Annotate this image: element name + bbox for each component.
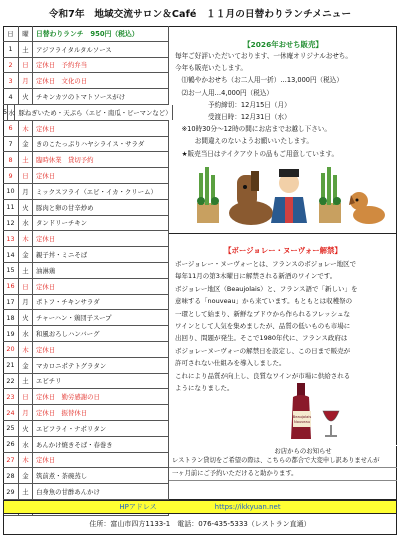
calendar-weekday: 日 (19, 168, 33, 183)
calendar-weekday: 水 (19, 326, 33, 341)
calendar-row (3, 374, 169, 390)
calendar-menu-item: 定休日 振替休日 (33, 405, 169, 420)
calendar-row (3, 421, 169, 437)
calendar-menu-item: チャーハン・鶏団子スープ (33, 310, 169, 325)
calendar-day: 15 (3, 263, 19, 278)
lunch-calendar (3, 26, 172, 516)
kadomatsu-right-icon (319, 167, 341, 223)
calendar-menu-item: 定休日 (33, 453, 169, 468)
store-notice (169, 445, 397, 481)
calendar-menu-item: 定休日 (33, 231, 169, 246)
calendar-row (3, 310, 169, 326)
calendar-day: 25 (3, 421, 19, 436)
calendar-menu-item: マカロニポテトグラタン (33, 358, 169, 373)
calendar-day: 13 (3, 231, 19, 246)
calendar-row (3, 295, 169, 311)
wine-bottle-icon (291, 383, 311, 439)
calendar-day: 27 (3, 453, 19, 468)
calendar-row (3, 184, 169, 200)
calendar-day: 4 (3, 89, 19, 104)
calendar-day: 1 (3, 42, 19, 57)
wine-line: ボジョレー地区（Beaujolais）と、フランス語で「新しい」を (175, 284, 358, 293)
calendar-day: 20 (3, 342, 19, 357)
calendar-row (3, 326, 169, 342)
wine-line: 許可されない仕組みを導入しました。 (175, 359, 286, 368)
calendar-row (3, 105, 172, 121)
wine-glass-icon (323, 411, 339, 437)
wine-line: 一環として始まり、新鮮なブドウから作られるフレッシュな (175, 309, 351, 318)
calendar-rows (3, 42, 172, 516)
wine-label-top: Beaujolais (292, 415, 312, 419)
page-title: 令和7年 地域交流サロン＆Café １１月の日替わりランチメニュー (48, 9, 352, 20)
calendar-weekday: 火 (19, 89, 33, 104)
calendar-day: 21 (3, 358, 19, 373)
calendar-weekday: 水 (8, 105, 15, 120)
osechi-line: ★販売当日はテイクアウトの品もご用意しています。 (175, 149, 339, 158)
calendar-menu-item: 親子丼・ミニそば (33, 247, 169, 262)
wine-line: ようになりました。 (175, 384, 234, 393)
wine-line: 出回り、問題が発生。そこで1980年代に、フランス政府は (175, 334, 348, 343)
calendar-weekday: 火 (19, 421, 33, 436)
wine-line: ワインとして人気を集めましたが、品質の低いものも市場に (175, 322, 351, 331)
osechi-line: ※10時30分～12時の間にお店までお越し下さい。 (175, 125, 331, 134)
calendar-row (3, 342, 169, 358)
calendar-row (3, 137, 169, 153)
calendar-day: 26 (3, 437, 19, 452)
osechi-line: 毎年ご好評いただいております、一休庵オリジナルおせち。 (175, 52, 352, 60)
osechi-section (169, 26, 397, 234)
calendar-header-label: 日替わりランチ 950円（税込） (33, 26, 169, 41)
calendar-row (3, 358, 169, 374)
calendar-menu-item: 定休日 (33, 279, 169, 294)
calendar-row (3, 279, 169, 295)
calendar-day: 19 (3, 326, 19, 341)
calendar-row (3, 437, 169, 453)
wine-section (169, 233, 397, 500)
calendar-menu-item: 油淋鶏 (33, 263, 169, 278)
calendar-weekday: 土 (19, 374, 33, 389)
calendar-menu-item: 白身魚の甘酢あんかけ (33, 484, 169, 499)
calendar-weekday: 金 (19, 358, 33, 373)
calendar-day: 12 (3, 216, 19, 231)
calendar-row (3, 263, 169, 279)
notice-title: お店からのお知らせ (274, 447, 332, 455)
homepage-bar (3, 500, 397, 514)
osechi-line: 受渡日時：12月31日（水） (175, 113, 291, 122)
calendar-menu-item: きのこたっぷりハヤシライス・サラダ (33, 137, 169, 152)
calendar-menu-item: 豚肉と卵の甘辛炒め (33, 200, 169, 215)
calendar-menu-item: 定休日 勤労感謝の日 (33, 389, 169, 404)
notice-line: レストラン貸切をご希望の際は、こちらの都合で大変申し訳ありませんが (169, 455, 397, 468)
calendar-row (3, 453, 169, 469)
calendar-day: 16 (3, 279, 19, 294)
calendar-weekday: 木 (19, 453, 33, 468)
calendar-day: 9 (3, 168, 19, 183)
calendar-weekday: 金 (19, 468, 33, 483)
calendar-menu-item: ミックスフライ（エビ・イカ・クリーム） (33, 184, 169, 199)
calendar-menu-item: 筑前煮・茶碗蒸し (33, 468, 169, 483)
calendar-day: 11 (3, 200, 19, 215)
calendar-menu-item: アジフライタルタルソース (33, 42, 169, 57)
calendar-row (3, 42, 169, 58)
calendar-menu-item: 豚ねぎいため・天ぷら（エビ・南瓜・ピーマンなど） (15, 105, 172, 120)
calendar-weekday: 水 (19, 216, 33, 231)
calendar-day-header: 日 (3, 26, 19, 41)
wine-heading: 【ボージョレー・ヌーヴォー解禁】 (224, 246, 342, 255)
wine-line: ボージョレー・ヌーヴォーとは、フランスのボジョレー地区で (175, 260, 357, 268)
calendar-weekday: 木 (19, 121, 33, 136)
osechi-body (169, 50, 397, 160)
calendar-row (3, 216, 169, 232)
calendar-weekday: 土 (19, 42, 33, 57)
calendar-weekday: 土 (19, 263, 33, 278)
calendar-day: 17 (3, 295, 19, 310)
calendar-day: 2 (3, 58, 19, 73)
calendar-weekday: 日 (19, 279, 33, 294)
calendar-day: 3 (3, 73, 19, 88)
wine-label-bottom: Nouveau (294, 420, 310, 424)
calendar-row (3, 247, 169, 263)
osechi-line: お間違えのないようお願いいたします。 (175, 137, 313, 146)
calendar-row (3, 152, 169, 168)
calendar-menu-item: 定休日 文化の日 (33, 73, 169, 88)
osechi-line: 今年も販売いたします。 (175, 64, 248, 73)
calendar-menu-item: 定休日 (33, 168, 169, 183)
boy-icon (271, 169, 307, 223)
calendar-day: 7 (3, 137, 19, 152)
calendar-day: 24 (3, 405, 19, 420)
calendar-menu-item: ポトフ・チキンサラダ (33, 295, 169, 310)
calendar-weekday: 月 (19, 184, 33, 199)
calendar-day: 28 (3, 468, 19, 483)
wine-line: ボジョレーヌーヴォーの解禁日を設定し、この日まで販売が (175, 346, 351, 355)
calendar-menu-item: チキンカツのトマトソースがけ (33, 89, 169, 104)
calendar-row (3, 389, 169, 405)
calendar-row (3, 73, 169, 89)
calendar-menu-item: あんかけ焼きそば・春巻き (33, 437, 169, 452)
calendar-day: 23 (3, 389, 19, 404)
calendar-day: 22 (3, 374, 19, 389)
osechi-heading: 【2026年おせち販売】 (243, 40, 323, 49)
notice-line: 一ヶ月前にご予約いただけると助かります。 (169, 468, 397, 481)
calendar-weekday: 金 (19, 247, 33, 262)
calendar-menu-item: 定休日 (33, 342, 169, 357)
calendar-weekday: 水 (19, 437, 33, 452)
calendar-menu-item: 定休日 予約弁当 (33, 58, 169, 73)
calendar-weekday: 月 (19, 405, 33, 420)
dog-icon (349, 192, 385, 224)
homepage-link[interactable]: https://ikkyuan.net (214, 503, 281, 511)
calendar-row (3, 121, 169, 137)
wine-body (169, 256, 397, 394)
calendar-weekday: 土 (19, 152, 33, 167)
calendar-header-row (3, 26, 169, 42)
osechi-line: ⑴鶴やかおせち（お二人用一折）…13,000円（税込） (175, 76, 343, 85)
calendar-weekday: 木 (19, 342, 33, 357)
calendar-day: 8 (3, 152, 19, 167)
calendar-day: 18 (3, 310, 19, 325)
calendar-weekday: 火 (19, 310, 33, 325)
wine-illustration (279, 381, 389, 441)
calendar-day: 5 (3, 105, 8, 120)
homepage-label: HPアドレス (119, 503, 157, 511)
calendar-weekday: 土 (19, 484, 33, 499)
osechi-line: 予約締切：12月15日（月） (175, 100, 291, 109)
calendar-row (3, 484, 169, 500)
calendar-day: 29 (3, 484, 19, 499)
calendar-menu-item: エビフライ・ナポリタン (33, 421, 169, 436)
calendar-row (3, 200, 169, 216)
calendar-row (3, 89, 169, 105)
calendar-weekday: 月 (19, 73, 33, 88)
footer-address: 住所：富山市四方1133-1 電話：076-435-5333（レストラン直通） (3, 514, 397, 535)
horse-icon (229, 171, 273, 225)
osechi-line: ⑵お一人用…4,000円（税込） (175, 88, 274, 97)
calendar-row (3, 58, 169, 74)
kadomatsu-left-icon (197, 167, 219, 223)
wine-line: 毎年11月の第3木曜日に解禁される新酒のワインです。 (175, 272, 337, 281)
calendar-day: 14 (3, 247, 19, 262)
calendar-weekday-header: 曜 (19, 26, 33, 41)
calendar-weekday: 日 (19, 389, 33, 404)
calendar-row (3, 231, 169, 247)
wine-line: これにより品質が向上し、良質なワインが市場に供給される (175, 371, 351, 380)
calendar-menu-item: タンドリーチキン (33, 216, 169, 231)
calendar-row (3, 405, 169, 421)
calendar-day: 10 (3, 184, 19, 199)
new-year-illustration (189, 161, 389, 229)
calendar-weekday: 木 (19, 231, 33, 246)
calendar-day: 6 (3, 121, 19, 136)
calendar-weekday: 火 (19, 200, 33, 215)
calendar-menu-item: 和風おろしハンバーグ (33, 326, 169, 341)
calendar-row (3, 468, 169, 484)
calendar-row (3, 168, 169, 184)
wine-line: 意味する「nouveau」から来ています。もともとは収穫祭の (175, 297, 353, 306)
calendar-weekday: 日 (19, 58, 33, 73)
calendar-menu-item: 臨時休業 貸切予約 (33, 152, 169, 167)
calendar-weekday: 金 (19, 137, 33, 152)
calendar-menu-item: 定休日 (33, 121, 169, 136)
calendar-weekday: 月 (19, 295, 33, 310)
calendar-menu-item: エビチリ (33, 374, 169, 389)
